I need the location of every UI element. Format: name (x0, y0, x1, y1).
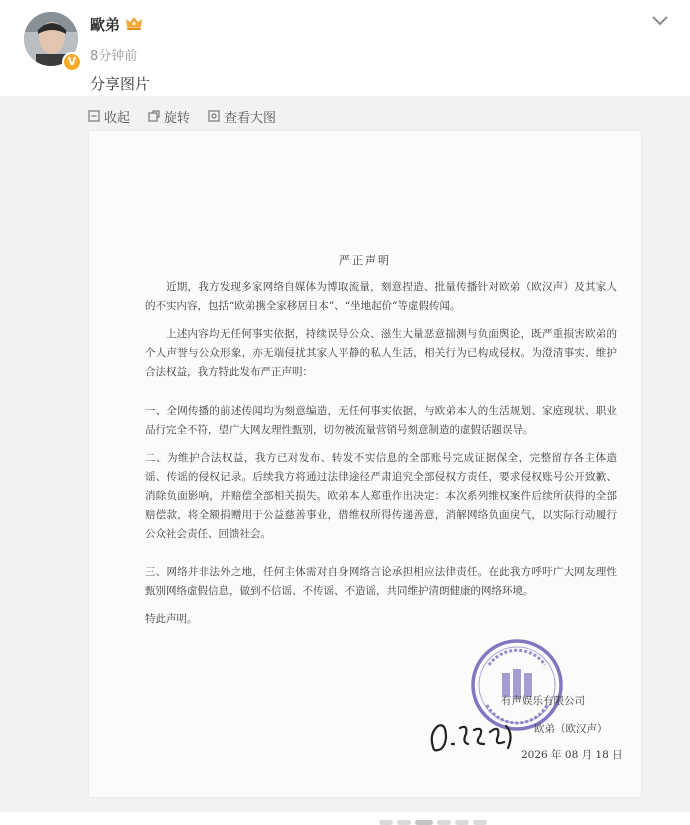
crown-icon (125, 15, 143, 31)
image-pager (379, 820, 487, 825)
pager-dot-active[interactable] (415, 820, 433, 825)
statement-image[interactable] (88, 130, 642, 798)
collapse-button[interactable] (88, 106, 130, 126)
pager-dot[interactable] (397, 820, 411, 825)
statement-paragraph-2: 上述内容均无任何事实依据，持续误导公众、滋生大量恶意揣测与负面舆论，既严重损害欧弟的个人声誉与公众形象，亦无端侵扰其家人平静的私人生活，相关行为已构成侵权。为澄清事实、维护合法权益，我方特此发布严正声明： (145, 328, 617, 378)
pager-dot[interactable] (437, 820, 451, 825)
rotate-label: 旋转 (164, 110, 191, 126)
post-text: 分享图片 (90, 75, 151, 93)
post-header (0, 0, 690, 96)
username[interactable]: 歐弟 (90, 16, 121, 34)
statement-date: 2026 年 08 月 18 日 (521, 749, 623, 761)
person-name: 欧弟（欧汉声） (534, 723, 608, 735)
statement-paragraph-1: 近期，我方发现多家网络自媒体为博取流量，刻意捏造、批量传播针对欧弟（欧汉声）及其家人的不实内容，包括“欧弟携全家移居日本”、“坐地起价”等虚假传闻。 (145, 281, 617, 312)
statement-item-3: 三、网络并非法外之地，任何主体需对自身网络言论承担相应法律责任。在此我方呼吁广大网友理性甄别网络虚假信息，做到不信谣、不传谣、不造谣，共同维护清朗健康的网络环境。 (145, 566, 617, 597)
media-panel (0, 96, 690, 812)
view-large-label: 查看大图 (224, 110, 277, 126)
handwritten-signature (424, 714, 519, 759)
timestamp[interactable]: 8分钟前 (90, 49, 138, 64)
collapse-label: 收起 (104, 110, 131, 126)
statement-closing: 特此声明。 (145, 613, 198, 625)
verified-icon: V (62, 52, 82, 72)
chevron-down-icon[interactable] (650, 12, 670, 28)
statement-item-2: 二、为维护合法权益，我方已对发布、转发不实信息的全部账号完成证据保全，完整留存各主体造谣、传谣的侵权记录。后续我方将通过法律途径严肃追究全部侵权方责任，要求侵权账号公开致歉、消除负面影响，并赔偿全部相关损失。欧弟本人郑重作出决定：本次系列维权案件后续所获得的全部赔偿款，将全额捐赠用于公益慈善事业，借维权所得传递善意，消解网络负面戾气，以实际行动履行公众社会责任、回馈社会。 (145, 452, 617, 540)
company-name: 有声娱乐有限公司 (501, 695, 585, 707)
pager-dot[interactable] (455, 820, 469, 825)
statement-item-1: 一、全网传播的前述传闻均为刻意编造，无任何事实依据，与欧弟本人的生活规划、家庭现状、职业品行完全不符，望广大网友理性甄别，切勿被流量营销号刻意制造的虚假话题误导。 (145, 405, 617, 436)
rotate-icon (148, 110, 160, 122)
pager-dot[interactable] (473, 820, 487, 825)
rotate-button[interactable] (148, 106, 190, 126)
media-toolbar (88, 106, 276, 126)
statement-title: 严正声明 (339, 254, 391, 267)
pager-dot[interactable] (379, 820, 393, 825)
zoom-icon (208, 110, 220, 122)
view-large-button[interactable] (208, 106, 276, 126)
collapse-icon (88, 110, 100, 122)
